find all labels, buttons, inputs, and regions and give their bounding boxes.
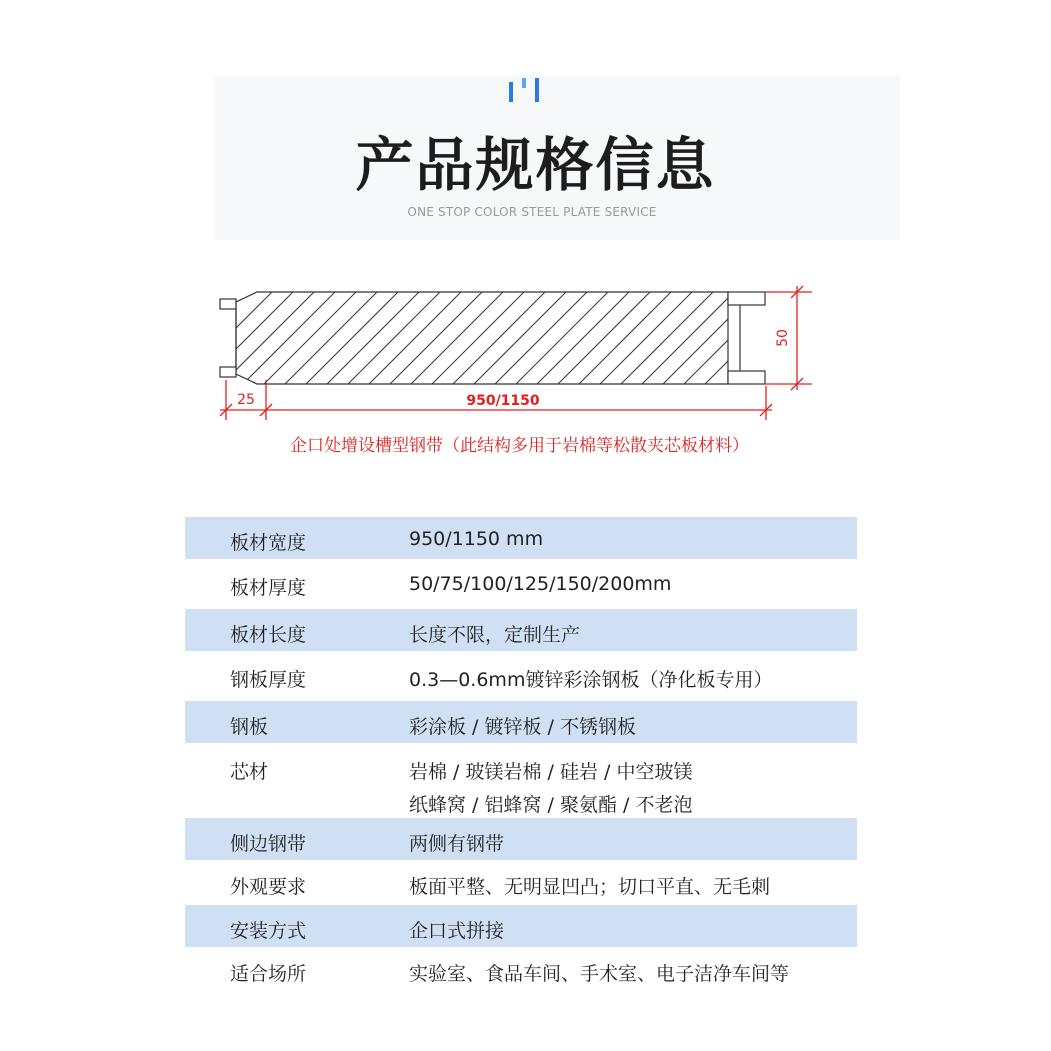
spec-label: 板材厚度	[230, 577, 307, 599]
spec-row	[185, 860, 857, 905]
spec-row	[185, 905, 857, 947]
spec-row	[185, 701, 857, 743]
spec-row	[185, 743, 857, 818]
spec-row	[185, 609, 857, 651]
spec-value: 两侧有钢带	[409, 833, 505, 855]
spec-row	[185, 517, 857, 559]
page-title: 产品规格信息	[355, 131, 716, 199]
diagram-caption: 企口处增设槽型钢带（此结构多用于岩棉等松散夹芯板材料）	[290, 436, 749, 456]
spec-label: 板材长度	[230, 624, 307, 646]
spec-label: 侧边钢带	[230, 833, 307, 855]
spec-table	[185, 517, 857, 997]
spec-label: 钢板厚度	[230, 669, 307, 691]
spec-value-line: 岩棉 / 玻镁岩棉 / 硅岩 / 中空玻镁	[409, 761, 693, 783]
spec-label: 外观要求	[230, 876, 307, 898]
spec-row	[185, 818, 857, 860]
spec-row	[185, 947, 857, 997]
spec-value	[409, 757, 692, 817]
spec-value: 板面平整、无明显凹凸；切口平直、无毛刺	[409, 876, 771, 898]
spec-value: 长度不限，定制生产	[409, 624, 581, 646]
spec-row	[185, 559, 857, 609]
spec-label: 板材宽度	[230, 532, 307, 554]
spec-value: 企口式拼接	[409, 920, 505, 942]
panel-cross-section-diagram	[0, 0, 1051, 470]
tongue-width-label: 25	[237, 392, 255, 408]
spec-value: 0.3—0.6mm镀锌彩涂钢板（净化板专用）	[409, 669, 773, 691]
spec-label: 安装方式	[230, 920, 307, 942]
panel-outline	[220, 292, 765, 384]
spec-label: 钢板	[230, 716, 269, 738]
spec-label: 芯材	[230, 761, 269, 783]
page-subtitle: ONE STOP COLOR STEEL PLATE SERVICE	[407, 205, 657, 219]
spec-value: 50/75/100/125/150/200mm	[409, 573, 672, 595]
spec-label: 适合场所	[230, 963, 307, 985]
thickness-label: 50	[775, 329, 791, 347]
spec-value: 彩涂板 / 镀锌板 / 不锈钢板	[409, 716, 636, 738]
hatch-lines	[176, 288, 801, 388]
spec-value: 950/1150 mm	[409, 528, 544, 550]
spec-row	[185, 651, 857, 701]
panel-width-label: 950/1150	[466, 393, 540, 409]
spec-value: 实验室、食品车间、手术室、电子洁净车间等	[409, 963, 790, 985]
spec-value-line: 纸蜂窝 / 铝蜂窝 / 聚氨酯 / 不老泡	[409, 794, 693, 816]
